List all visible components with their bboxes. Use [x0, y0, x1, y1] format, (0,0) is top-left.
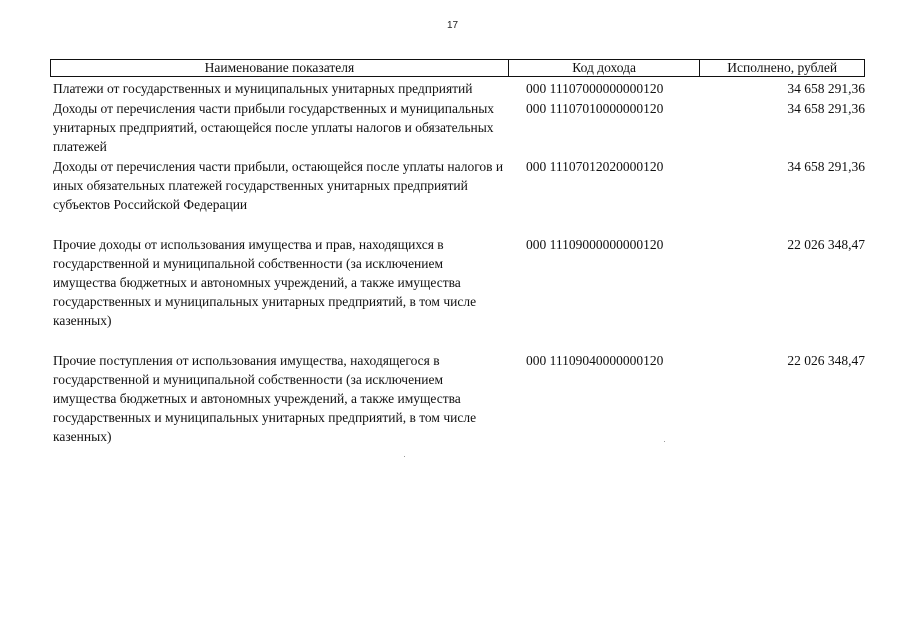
- row-code: 000 11109000000000120: [526, 237, 664, 252]
- header-name: Наименование показателя: [204, 60, 355, 75]
- row-sum: 22 026 348,47: [787, 353, 865, 368]
- row-name: Доходы от перечисления части прибыли, остающейся после уплаты налогов и иных обязательных платежей государственных унитарных предприятий субъектов Российской Федерации: [53, 159, 504, 212]
- header-sum: Исполнено, рублей: [699, 60, 864, 76]
- row-name: Доходы от перечисления части прибыли государственных и муниципальных унитарных предприятий, остающейся после уплаты налогов и обязательных платежей: [53, 101, 495, 154]
- row-code: 000 11107012020000120: [526, 159, 664, 174]
- table-row: [50, 157, 865, 214]
- header-code: Код дохода: [508, 60, 700, 76]
- row-code: 000 11107000000000120: [526, 81, 664, 96]
- table-header: [50, 59, 865, 77]
- scan-speck: [404, 456, 405, 457]
- row-sum: 34 658 291,36: [787, 81, 865, 96]
- row-name: Прочие доходы от использования имущества и прав, находящихся в государственной и муниципальной собственности (за исключением имущества бюджетных и автономных учреждений, а также имущества государственных и муниципальных унитарных предприятий, в том числе казенных): [53, 237, 477, 328]
- row-sum: 34 658 291,36: [787, 101, 865, 116]
- row-sum: 22 026 348,47: [787, 237, 865, 252]
- scan-speck: [664, 441, 665, 442]
- row-code: 000 11109040000000120: [526, 353, 664, 368]
- row-code: 000 11107010000000120: [526, 101, 664, 116]
- row-sum: 34 658 291,36: [787, 159, 865, 174]
- table-row: [50, 235, 865, 330]
- table-row: [50, 351, 865, 446]
- revenue-table: [50, 59, 865, 446]
- table-row: [50, 79, 865, 98]
- table-row: [50, 99, 865, 156]
- row-name: Платежи от государственных и муниципальных унитарных предприятий: [53, 81, 473, 96]
- page-number: 17: [446, 20, 459, 31]
- row-name: Прочие поступления от использования имущества, находящегося в государственной и муниципальной собственности (за исключением имущества бюджетных и автономных учреждений, а также имущества государственных и муниципальных унитарных предприятий, в том числе казенных): [53, 353, 477, 444]
